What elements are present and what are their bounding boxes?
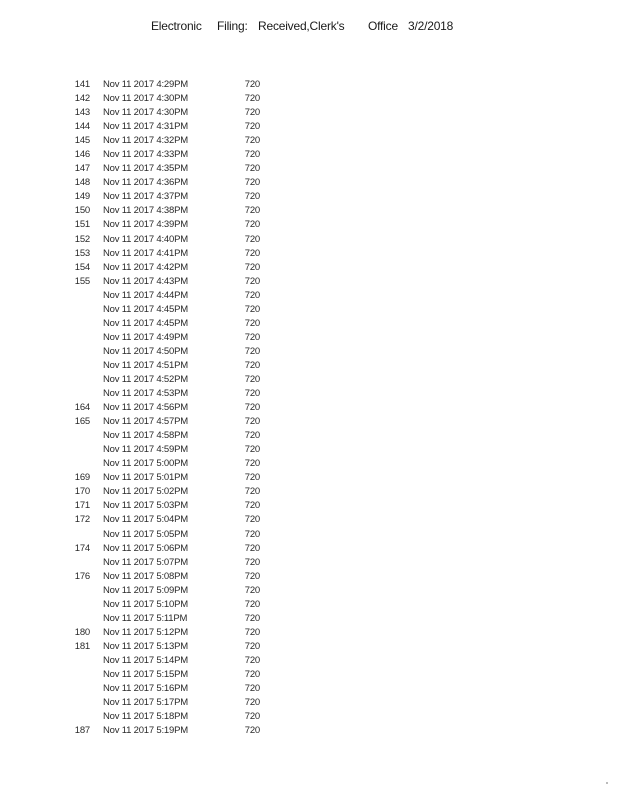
row-number: 155 — [74, 275, 90, 287]
row-number: 172 — [74, 514, 90, 526]
row-value: 720 — [244, 402, 260, 414]
table-row — [0, 331, 618, 345]
row-value: 720 — [244, 205, 260, 217]
table-row — [0, 359, 618, 373]
row-timestamp: Nov 11 2017 4:33PM — [103, 149, 188, 161]
row-number: 146 — [74, 149, 90, 161]
row-number: 152 — [74, 233, 90, 245]
row-value: 720 — [244, 233, 260, 245]
row-number: 176 — [74, 570, 90, 582]
table-row — [0, 303, 618, 317]
row-timestamp: Nov 11 2017 5:00PM — [103, 458, 188, 470]
table-row — [0, 190, 618, 204]
table-row — [0, 682, 618, 696]
row-value: 720 — [244, 514, 260, 526]
filing-header — [0, 19, 618, 35]
header-word-electronic: Electronic — [151, 19, 202, 33]
row-value: 720 — [244, 430, 260, 442]
row-number: 150 — [74, 205, 90, 217]
row-value: 720 — [244, 472, 260, 484]
row-number: 143 — [74, 107, 90, 119]
row-value: 720 — [244, 191, 260, 203]
table-row — [0, 457, 618, 471]
table-row — [0, 724, 618, 738]
row-number: 171 — [74, 500, 90, 512]
row-timestamp: Nov 11 2017 4:53PM — [103, 388, 188, 400]
row-value: 720 — [244, 668, 260, 680]
table-row — [0, 261, 618, 275]
row-value: 720 — [244, 654, 260, 666]
table-row — [0, 92, 618, 106]
row-value: 720 — [244, 261, 260, 273]
row-timestamp: Nov 11 2017 4:40PM — [103, 233, 188, 245]
row-timestamp: Nov 11 2017 4:35PM — [103, 163, 188, 175]
table-row — [0, 429, 618, 443]
page-speck — [606, 782, 608, 784]
row-number: 144 — [74, 121, 90, 133]
row-number: 164 — [74, 402, 90, 414]
row-timestamp: Nov 11 2017 4:37PM — [103, 191, 188, 203]
table-row — [0, 134, 618, 148]
row-timestamp: Nov 11 2017 5:11PM — [103, 612, 188, 624]
table-row — [0, 443, 618, 457]
row-timestamp: Nov 11 2017 4:51PM — [103, 359, 188, 371]
row-value: 720 — [244, 149, 260, 161]
row-value: 720 — [244, 219, 260, 231]
table-row — [0, 387, 618, 401]
table-row — [0, 513, 618, 527]
row-timestamp: Nov 11 2017 5:03PM — [103, 500, 188, 512]
table-row — [0, 176, 618, 190]
row-timestamp: Nov 11 2017 5:13PM — [103, 640, 188, 652]
table-row — [0, 696, 618, 710]
table-row — [0, 345, 618, 359]
row-number: 170 — [74, 486, 90, 498]
table-row — [0, 106, 618, 120]
row-number: 153 — [74, 247, 90, 259]
table-row — [0, 485, 618, 499]
table-row — [0, 317, 618, 331]
row-value: 720 — [244, 177, 260, 189]
row-timestamp: Nov 11 2017 4:58PM — [103, 430, 188, 442]
table-row — [0, 120, 618, 134]
row-value: 720 — [244, 247, 260, 259]
row-number: 187 — [74, 725, 90, 737]
row-number: 169 — [74, 472, 90, 484]
table-row — [0, 401, 618, 415]
row-number: 148 — [74, 177, 90, 189]
table-row — [0, 148, 618, 162]
row-value: 720 — [244, 93, 260, 105]
row-value: 720 — [244, 528, 260, 540]
row-timestamp: Nov 11 2017 4:56PM — [103, 402, 188, 414]
table-row — [0, 415, 618, 429]
row-value: 720 — [244, 331, 260, 343]
table-row — [0, 373, 618, 387]
row-value: 720 — [244, 373, 260, 385]
row-timestamp: Nov 11 2017 5:08PM — [103, 570, 188, 582]
row-value: 720 — [244, 711, 260, 723]
row-timestamp: Nov 11 2017 4:32PM — [103, 135, 188, 147]
row-timestamp: Nov 11 2017 5:18PM — [103, 711, 188, 723]
table-row — [0, 471, 618, 485]
row-timestamp: Nov 11 2017 5:12PM — [103, 626, 188, 638]
row-timestamp: Nov 11 2017 4:31PM — [103, 121, 188, 133]
table-row — [0, 218, 618, 232]
table-row — [0, 570, 618, 584]
row-value: 720 — [244, 275, 260, 287]
row-number: 181 — [74, 640, 90, 652]
row-timestamp: Nov 11 2017 5:05PM — [103, 528, 188, 540]
row-value: 720 — [244, 163, 260, 175]
row-value: 720 — [244, 486, 260, 498]
row-timestamp: Nov 11 2017 5:10PM — [103, 598, 188, 610]
row-timestamp: Nov 11 2017 4:52PM — [103, 373, 188, 385]
row-number: 141 — [74, 79, 90, 90]
table-row — [0, 275, 618, 289]
row-value: 720 — [244, 121, 260, 133]
row-number: 147 — [74, 163, 90, 175]
row-timestamp: Nov 11 2017 5:16PM — [103, 683, 188, 695]
table-row — [0, 556, 618, 570]
row-timestamp: Nov 11 2017 4:38PM — [103, 205, 188, 217]
row-timestamp: Nov 11 2017 4:30PM — [103, 93, 188, 105]
row-value: 720 — [244, 570, 260, 582]
row-number: 165 — [74, 416, 90, 428]
table-row — [0, 204, 618, 218]
row-value: 720 — [244, 107, 260, 119]
row-value: 720 — [244, 542, 260, 554]
row-value: 720 — [244, 683, 260, 695]
row-timestamp: Nov 11 2017 5:15PM — [103, 668, 188, 680]
table-row — [0, 542, 618, 556]
row-number: 145 — [74, 135, 90, 147]
header-word-filing: Filing: — [217, 19, 248, 33]
row-timestamp: Nov 11 2017 4:57PM — [103, 416, 188, 428]
row-timestamp: Nov 11 2017 4:42PM — [103, 261, 188, 273]
row-timestamp: Nov 11 2017 5:14PM — [103, 654, 188, 666]
row-value: 720 — [244, 388, 260, 400]
row-timestamp: Nov 11 2017 5:04PM — [103, 514, 188, 526]
row-timestamp: Nov 11 2017 4:59PM — [103, 444, 188, 456]
table-row — [0, 528, 618, 542]
row-value: 720 — [244, 416, 260, 428]
row-number: 142 — [74, 93, 90, 105]
row-timestamp: Nov 11 2017 4:41PM — [103, 247, 188, 259]
row-value: 720 — [244, 697, 260, 709]
header-word-office: Office — [368, 19, 398, 33]
table-row — [0, 626, 618, 640]
row-timestamp: Nov 11 2017 4:44PM — [103, 289, 188, 301]
row-value: 720 — [244, 626, 260, 638]
table-row — [0, 710, 618, 724]
row-value: 720 — [244, 135, 260, 147]
row-value: 720 — [244, 458, 260, 470]
row-number: 154 — [74, 261, 90, 273]
table-row — [0, 598, 618, 612]
row-timestamp: Nov 11 2017 5:01PM — [103, 472, 188, 484]
table-row — [0, 78, 618, 92]
row-timestamp: Nov 11 2017 4:36PM — [103, 177, 188, 189]
row-number: 180 — [74, 626, 90, 638]
row-timestamp: Nov 11 2017 5:06PM — [103, 542, 188, 554]
row-value: 720 — [244, 79, 260, 90]
row-value: 720 — [244, 598, 260, 610]
row-value: 720 — [244, 500, 260, 512]
row-value: 720 — [244, 444, 260, 456]
row-timestamp: Nov 11 2017 4:39PM — [103, 219, 188, 231]
row-timestamp: Nov 11 2017 5:17PM — [103, 697, 188, 709]
record-table — [0, 78, 618, 738]
row-timestamp: Nov 11 2017 5:02PM — [103, 486, 188, 498]
row-timestamp: Nov 11 2017 4:45PM — [103, 317, 188, 329]
row-timestamp: Nov 11 2017 5:19PM — [103, 725, 188, 737]
table-row — [0, 612, 618, 626]
row-value: 720 — [244, 317, 260, 329]
table-row — [0, 162, 618, 176]
table-row — [0, 233, 618, 247]
row-number: 149 — [74, 191, 90, 203]
row-value: 720 — [244, 289, 260, 301]
table-row — [0, 499, 618, 513]
table-row — [0, 247, 618, 261]
table-row — [0, 289, 618, 303]
row-timestamp: Nov 11 2017 4:49PM — [103, 331, 188, 343]
row-timestamp: Nov 11 2017 4:50PM — [103, 345, 188, 357]
row-value: 720 — [244, 345, 260, 357]
row-timestamp: Nov 11 2017 4:30PM — [103, 107, 188, 119]
table-row — [0, 640, 618, 654]
row-timestamp: Nov 11 2017 5:09PM — [103, 584, 188, 596]
row-value: 720 — [244, 359, 260, 371]
table-row — [0, 668, 618, 682]
row-timestamp: Nov 11 2017 5:07PM — [103, 556, 188, 568]
row-value: 720 — [244, 612, 260, 624]
row-value: 720 — [244, 640, 260, 652]
row-timestamp: Nov 11 2017 4:43PM — [103, 275, 188, 287]
row-value: 720 — [244, 556, 260, 568]
row-value: 720 — [244, 584, 260, 596]
row-number: 151 — [74, 219, 90, 231]
header-date: 3/2/2018 — [408, 19, 454, 33]
row-value: 720 — [244, 303, 260, 315]
row-value: 720 — [244, 725, 260, 737]
row-timestamp: Nov 11 2017 4:29PM — [103, 79, 188, 90]
table-row — [0, 654, 618, 668]
header-word-received-clerks: Received,Clerk's — [258, 19, 345, 33]
table-row — [0, 584, 618, 598]
row-timestamp: Nov 11 2017 4:45PM — [103, 303, 188, 315]
row-number: 174 — [74, 542, 90, 554]
